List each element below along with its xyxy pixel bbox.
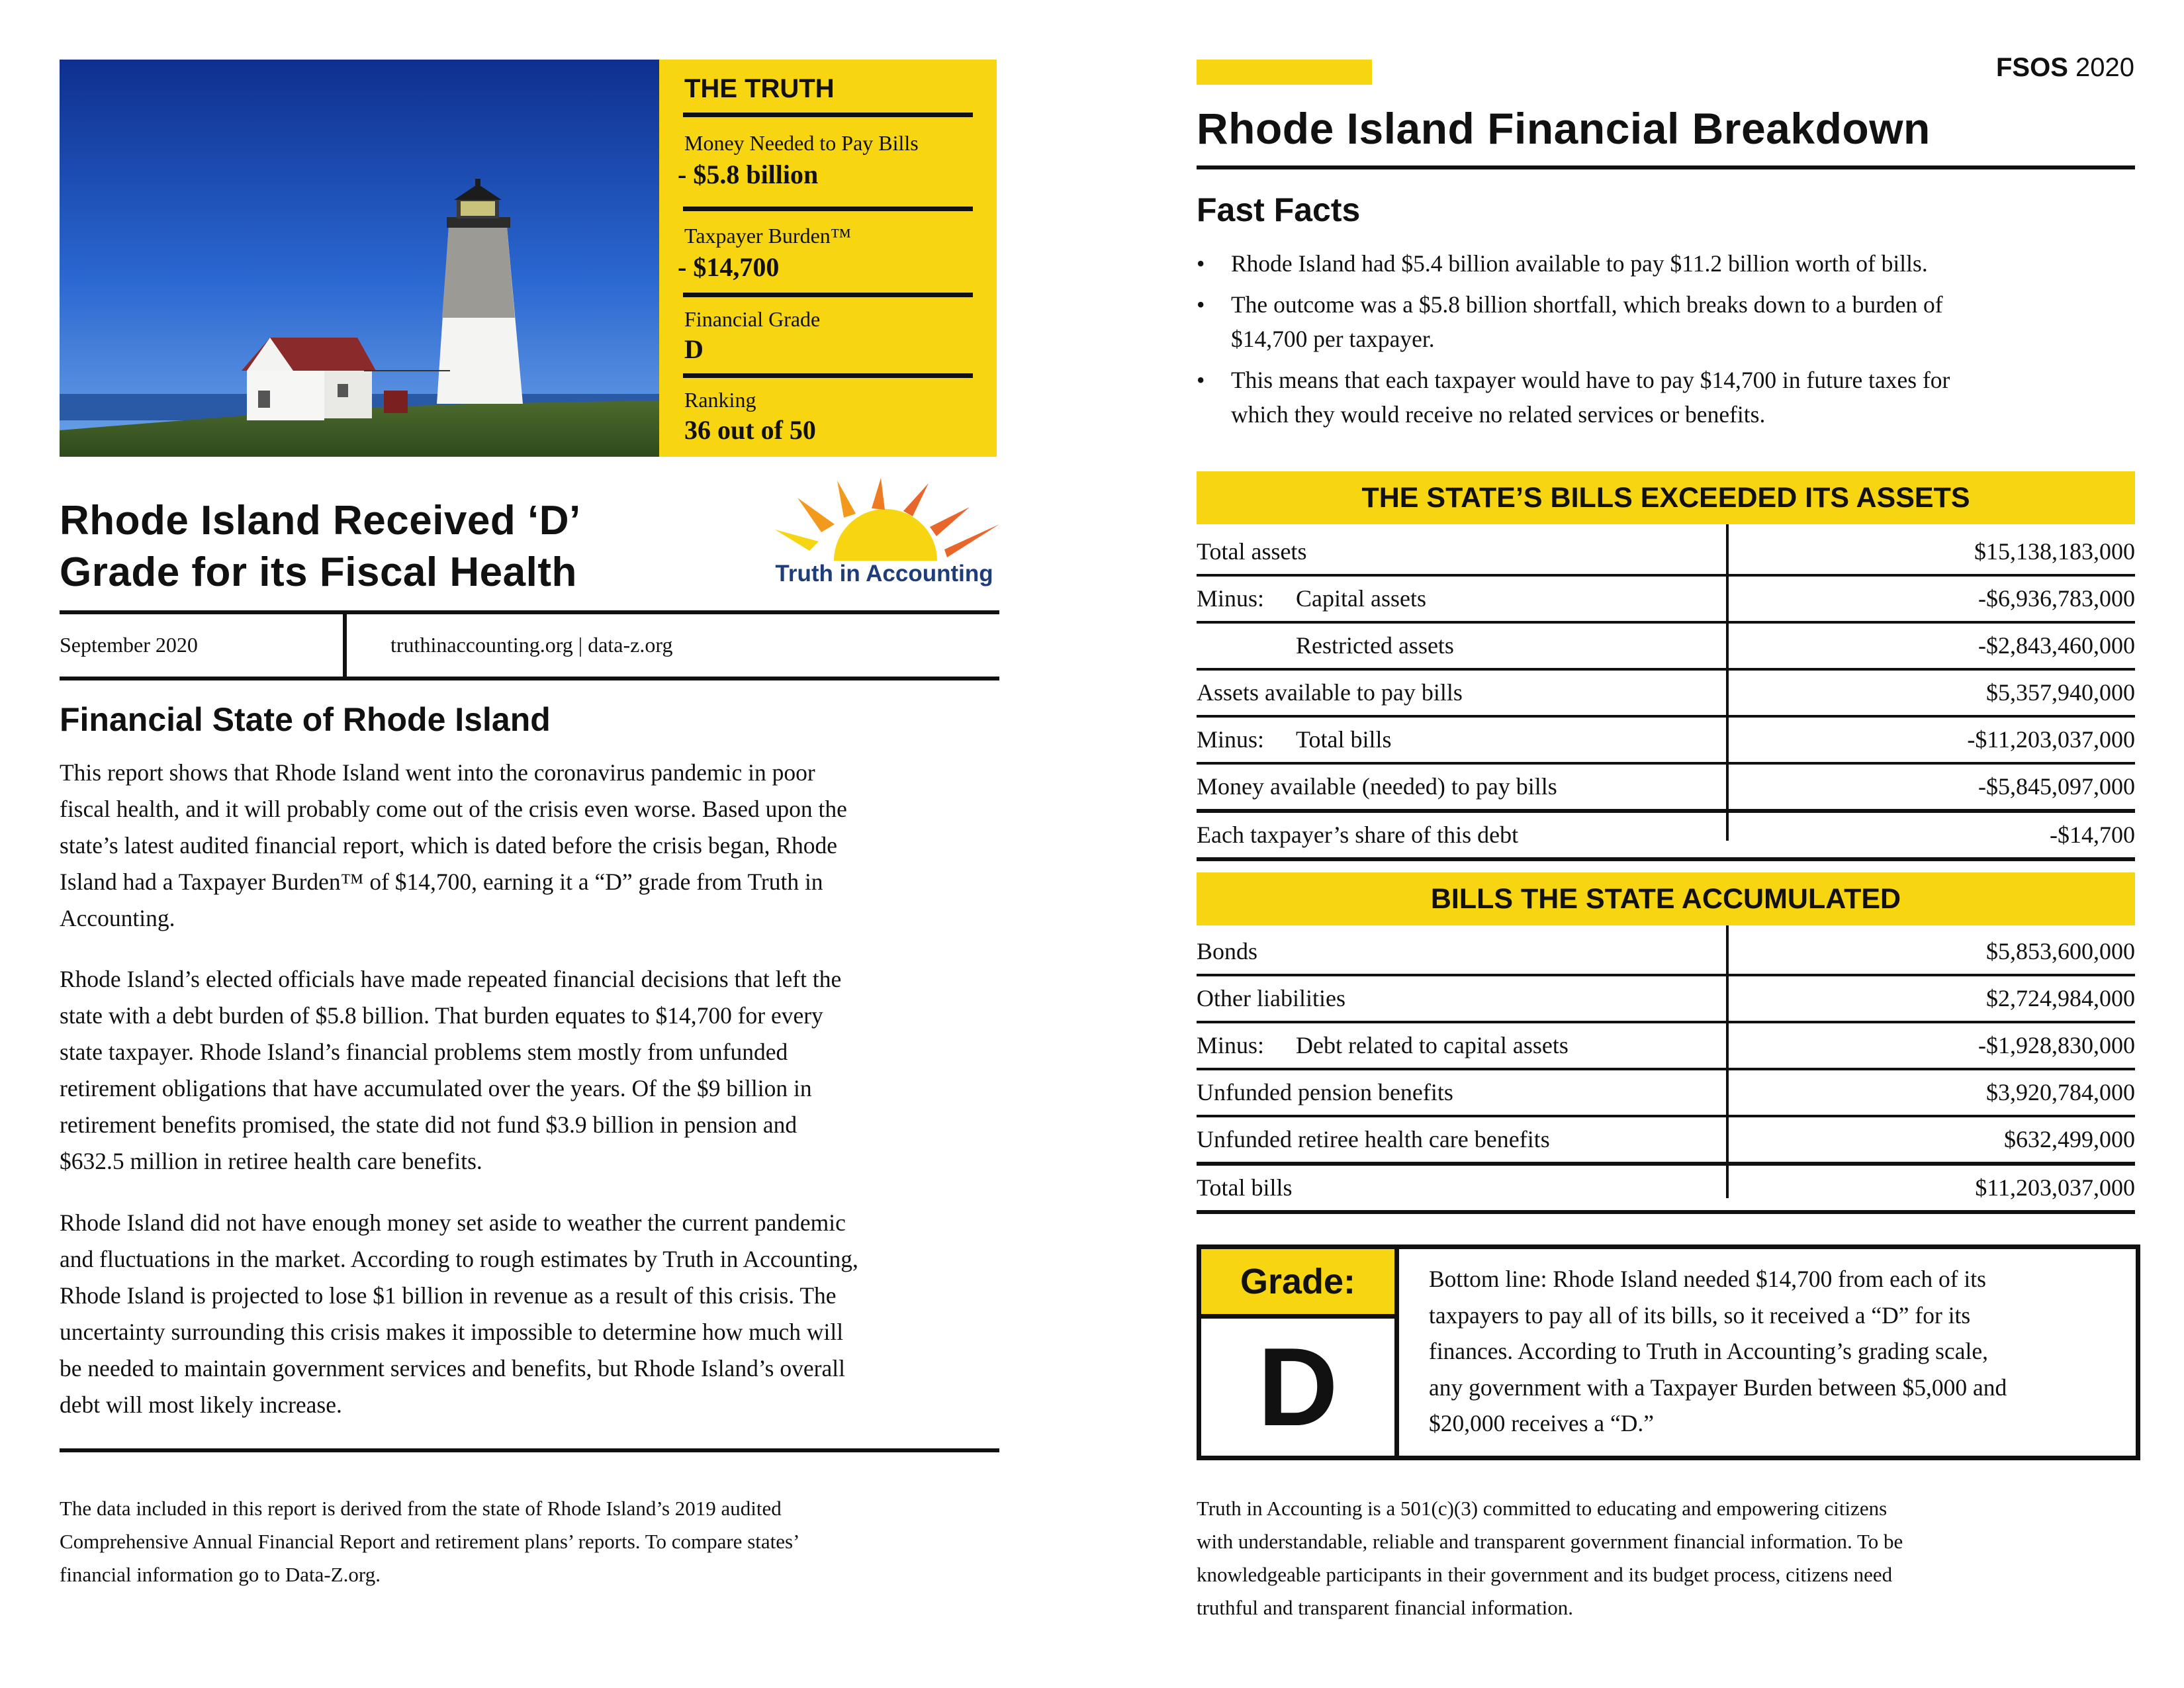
logo-wordmark: Truth in Accounting: [775, 561, 993, 586]
table-row: [1197, 1117, 2135, 1166]
paragraph-line: $632.5 million in retiree health care benefits.: [60, 1148, 482, 1174]
bullet-icon: •: [1197, 367, 1205, 393]
grade-box: [1197, 1244, 2140, 1460]
truth-divider: [683, 373, 973, 378]
explanation-line: any government with a Taxpayer Burden between $5,000 and: [1429, 1374, 2007, 1401]
money-needed-value: - $5.8 billion: [678, 160, 819, 189]
table-row: [1197, 1070, 2135, 1117]
bullet-text: Rhode Island had $5.4 billion available to pay $11.2 billion worth of bills.: [1231, 250, 1928, 277]
bullet-icon: •: [1197, 250, 1205, 277]
note-line: knowledgeable participants in their government and its budget process, citizens need: [1197, 1563, 1893, 1586]
grade-letter: D: [1257, 1325, 1338, 1449]
paragraph-line: retirement benefits promised, the state did not fund $3.9 billion in pension and: [60, 1111, 797, 1138]
row-label: Total bills: [1197, 1174, 1293, 1201]
divider: [343, 610, 347, 677]
bullet-text: The outcome was a $5.8 billion shortfall, which breaks down to a burden of: [1231, 291, 1943, 318]
explanation-line: finances. According to Truth in Accounting’s grading scale,: [1429, 1338, 1988, 1364]
ranking-value: 36 out of 50: [684, 415, 816, 445]
row-value: -$1,928,830,000: [1978, 1032, 2135, 1058]
row-label: Minus:: [1197, 585, 1265, 612]
series-label: [1976, 53, 2134, 83]
table-row: [1197, 813, 2135, 861]
row-label: Unfunded retiree health care benefits: [1197, 1126, 1550, 1152]
table-row: [1197, 1023, 2135, 1070]
note-line: financial information go to Data-Z.org.: [60, 1563, 381, 1586]
paragraph-line: state’s latest audited financial report, which is dated before the crisis began, Rhode: [60, 832, 838, 859]
paragraph: [60, 1205, 999, 1423]
paragraph-line: retirement obligations that have accumulated over the years. Of the $9 billion in: [60, 1075, 812, 1102]
lighthouse-photo: [60, 60, 659, 457]
row-value: $11,203,037,000: [1975, 1174, 2135, 1201]
paragraph-line: Rhode Island did not have enough money set aside to weather the current pandemic: [60, 1209, 846, 1236]
row-label: Each taxpayer’s share of this debt: [1197, 821, 1519, 848]
divider: [60, 677, 999, 680]
report-headline: [60, 495, 655, 598]
row-label: Unfunded pension benefits: [1197, 1079, 1453, 1105]
row-value: $15,138,183,000: [1974, 538, 2135, 565]
row-value: -$2,843,460,000: [1978, 632, 2135, 659]
data-source-note: [60, 1492, 799, 1591]
note-line: The data included in this report is derived from the state of Rhode Island’s 2019 audited: [60, 1497, 782, 1520]
note-line: truthful and transparent financial information.: [1197, 1596, 1574, 1619]
explanation-line: $20,000 receives a “D.”: [1429, 1410, 1655, 1436]
row-label: Bonds: [1197, 938, 1258, 964]
row-value: -$5,845,097,000: [1978, 773, 2135, 800]
table-row: [1197, 577, 2135, 624]
money-needed-label: Money Needed to Pay Bills: [684, 131, 919, 155]
row-sublabel: Debt related to capital assets: [1296, 1032, 1569, 1058]
row-sublabel: Total bills: [1296, 726, 1392, 753]
bullet-text: which they would receive no related services or benefits.: [1231, 401, 1766, 428]
truth-divider: [683, 293, 973, 297]
paragraph-line: fiscal health, and it will probably come out of the crisis even worse. Based upon the: [60, 796, 847, 822]
organization-note: [1197, 1492, 1903, 1624]
row-label: Other liabilities: [1197, 985, 1345, 1011]
bullet-icon: •: [1197, 291, 1205, 318]
headline-line: Grade for its Fiscal Health: [60, 549, 577, 595]
table-row: [1197, 1166, 2135, 1214]
website-links: truthinaccounting.org | data-z.org: [390, 633, 673, 657]
table-row: [1197, 976, 2135, 1023]
row-label: Minus:: [1197, 726, 1265, 753]
row-sublabel: Capital assets: [1296, 585, 1426, 612]
paragraph-line: and fluctuations in the market. According to rough estimates by Truth in Accounting,: [60, 1246, 858, 1272]
the-truth-box: [659, 60, 997, 457]
row-value: -$14,700: [2050, 821, 2135, 848]
row-label: Money available (needed) to pay bills: [1197, 773, 1557, 800]
explanation-line: Bottom line: Rhode Island needed $14,700 from each of its: [1429, 1266, 1986, 1292]
paragraph-line: This report shows that Rhode Island went into the coronavirus pandemic in poor: [60, 759, 815, 786]
bullet-text: This means that each taxpayer would have to pay $14,700 in future taxes for: [1231, 367, 1950, 393]
page-title: Rhode Island Financial Breakdown: [1197, 104, 1931, 153]
paragraph-line: Rhode Island is projected to lose $1 billion in revenue as a result of this crisis. The: [60, 1282, 837, 1309]
row-value: $632,499,000: [2004, 1126, 2135, 1152]
assets-table: [1197, 530, 2135, 861]
paragraph-line: uncertainty surrounding this crisis makes it impossible to determine how much will: [60, 1319, 844, 1345]
row-value: -$11,203,037,000: [1967, 726, 2135, 753]
paragraph-line: Island had a Taxpayer Burden™ of $14,700, earning it a “D” grade from Truth in: [60, 868, 823, 895]
headline-line: Rhode Island Received ‘D’: [60, 498, 581, 543]
taxpayer-burden-label: Taxpayer Burden™: [684, 224, 852, 248]
table-row: [1197, 530, 2135, 577]
paragraph-line: debt will most likely increase.: [60, 1391, 342, 1418]
row-value: $3,920,784,000: [1986, 1079, 2135, 1105]
row-value: $5,357,940,000: [1986, 679, 2135, 706]
paragraph: [60, 755, 999, 937]
row-label: Assets available to pay bills: [1197, 679, 1463, 706]
row-value: $5,853,600,000: [1986, 938, 2135, 964]
bills-table-header: BILLS THE STATE ACCUMULATED: [1197, 872, 2135, 925]
accent-bar: [1197, 60, 1372, 85]
note-line: Truth in Accounting is a 501(c)(3) committed to educating and empowering citizens: [1197, 1497, 1888, 1520]
grade-label: Grade:: [1201, 1249, 1394, 1319]
series-name: FSOS: [1995, 53, 2068, 82]
truth-divider: [683, 113, 973, 117]
table-row: [1197, 624, 2135, 671]
table-row: [1197, 765, 2135, 813]
row-sublabel: Restricted assets: [1296, 632, 1454, 659]
table-row: [1197, 718, 2135, 765]
divider: [60, 1448, 999, 1452]
section-title: Financial State of Rhode Island: [60, 701, 551, 738]
financial-grade-value: D: [684, 334, 704, 364]
row-value: $2,724,984,000: [1986, 985, 2135, 1011]
fast-facts-title: Fast Facts: [1197, 191, 1361, 228]
divider: [60, 610, 999, 614]
truth-divider: [683, 207, 973, 211]
row-label: Total assets: [1197, 538, 1307, 565]
row-label: Minus:: [1197, 1032, 1265, 1058]
table-row: [1197, 671, 2135, 718]
paragraph-line: Accounting.: [60, 905, 175, 931]
bills-table: [1197, 929, 2135, 1214]
table-row: [1197, 929, 2135, 976]
paragraph-line: state taxpayer. Rhode Island’s financial problems stem mostly from unfunded: [60, 1039, 788, 1065]
paragraph-line: state with a debt burden of $5.8 billion. That burden equates to $14,700 for every: [60, 1002, 823, 1029]
note-line: with understandable, reliable and transparent government financial information. To be: [1197, 1530, 1903, 1553]
financial-grade-label: Financial Grade: [684, 307, 821, 331]
note-line: Comprehensive Annual Financial Report and retirement plans’ reports. To compare states’: [60, 1530, 800, 1553]
explanation-line: taxpayers to pay all of its bills, so it received a “D” for its: [1429, 1301, 1971, 1329]
grade-explanation: [1429, 1261, 2007, 1442]
series-year: 2020: [2068, 53, 2134, 82]
report-date: September 2020: [60, 633, 198, 657]
paragraph-line: Rhode Island’s elected officials have made repeated financial decisions that left the: [60, 966, 842, 992]
paragraph-line: be needed to maintain government services and benefits, but Rhode Island’s overall: [60, 1355, 845, 1382]
assets-table-header: THE STATE’S BILLS EXCEEDED ITS ASSETS: [1197, 471, 2135, 524]
taxpayer-burden-value: - $14,700: [678, 252, 780, 282]
divider: [1197, 165, 2135, 169]
ranking-label: Ranking: [684, 388, 756, 412]
row-value: -$6,936,783,000: [1978, 585, 2135, 612]
paragraph: [60, 961, 999, 1180]
bullet-text: $14,700 per taxpayer.: [1231, 326, 1435, 352]
truth-heading: THE TRUTH: [684, 74, 835, 103]
divider: [1394, 1249, 1399, 1456]
